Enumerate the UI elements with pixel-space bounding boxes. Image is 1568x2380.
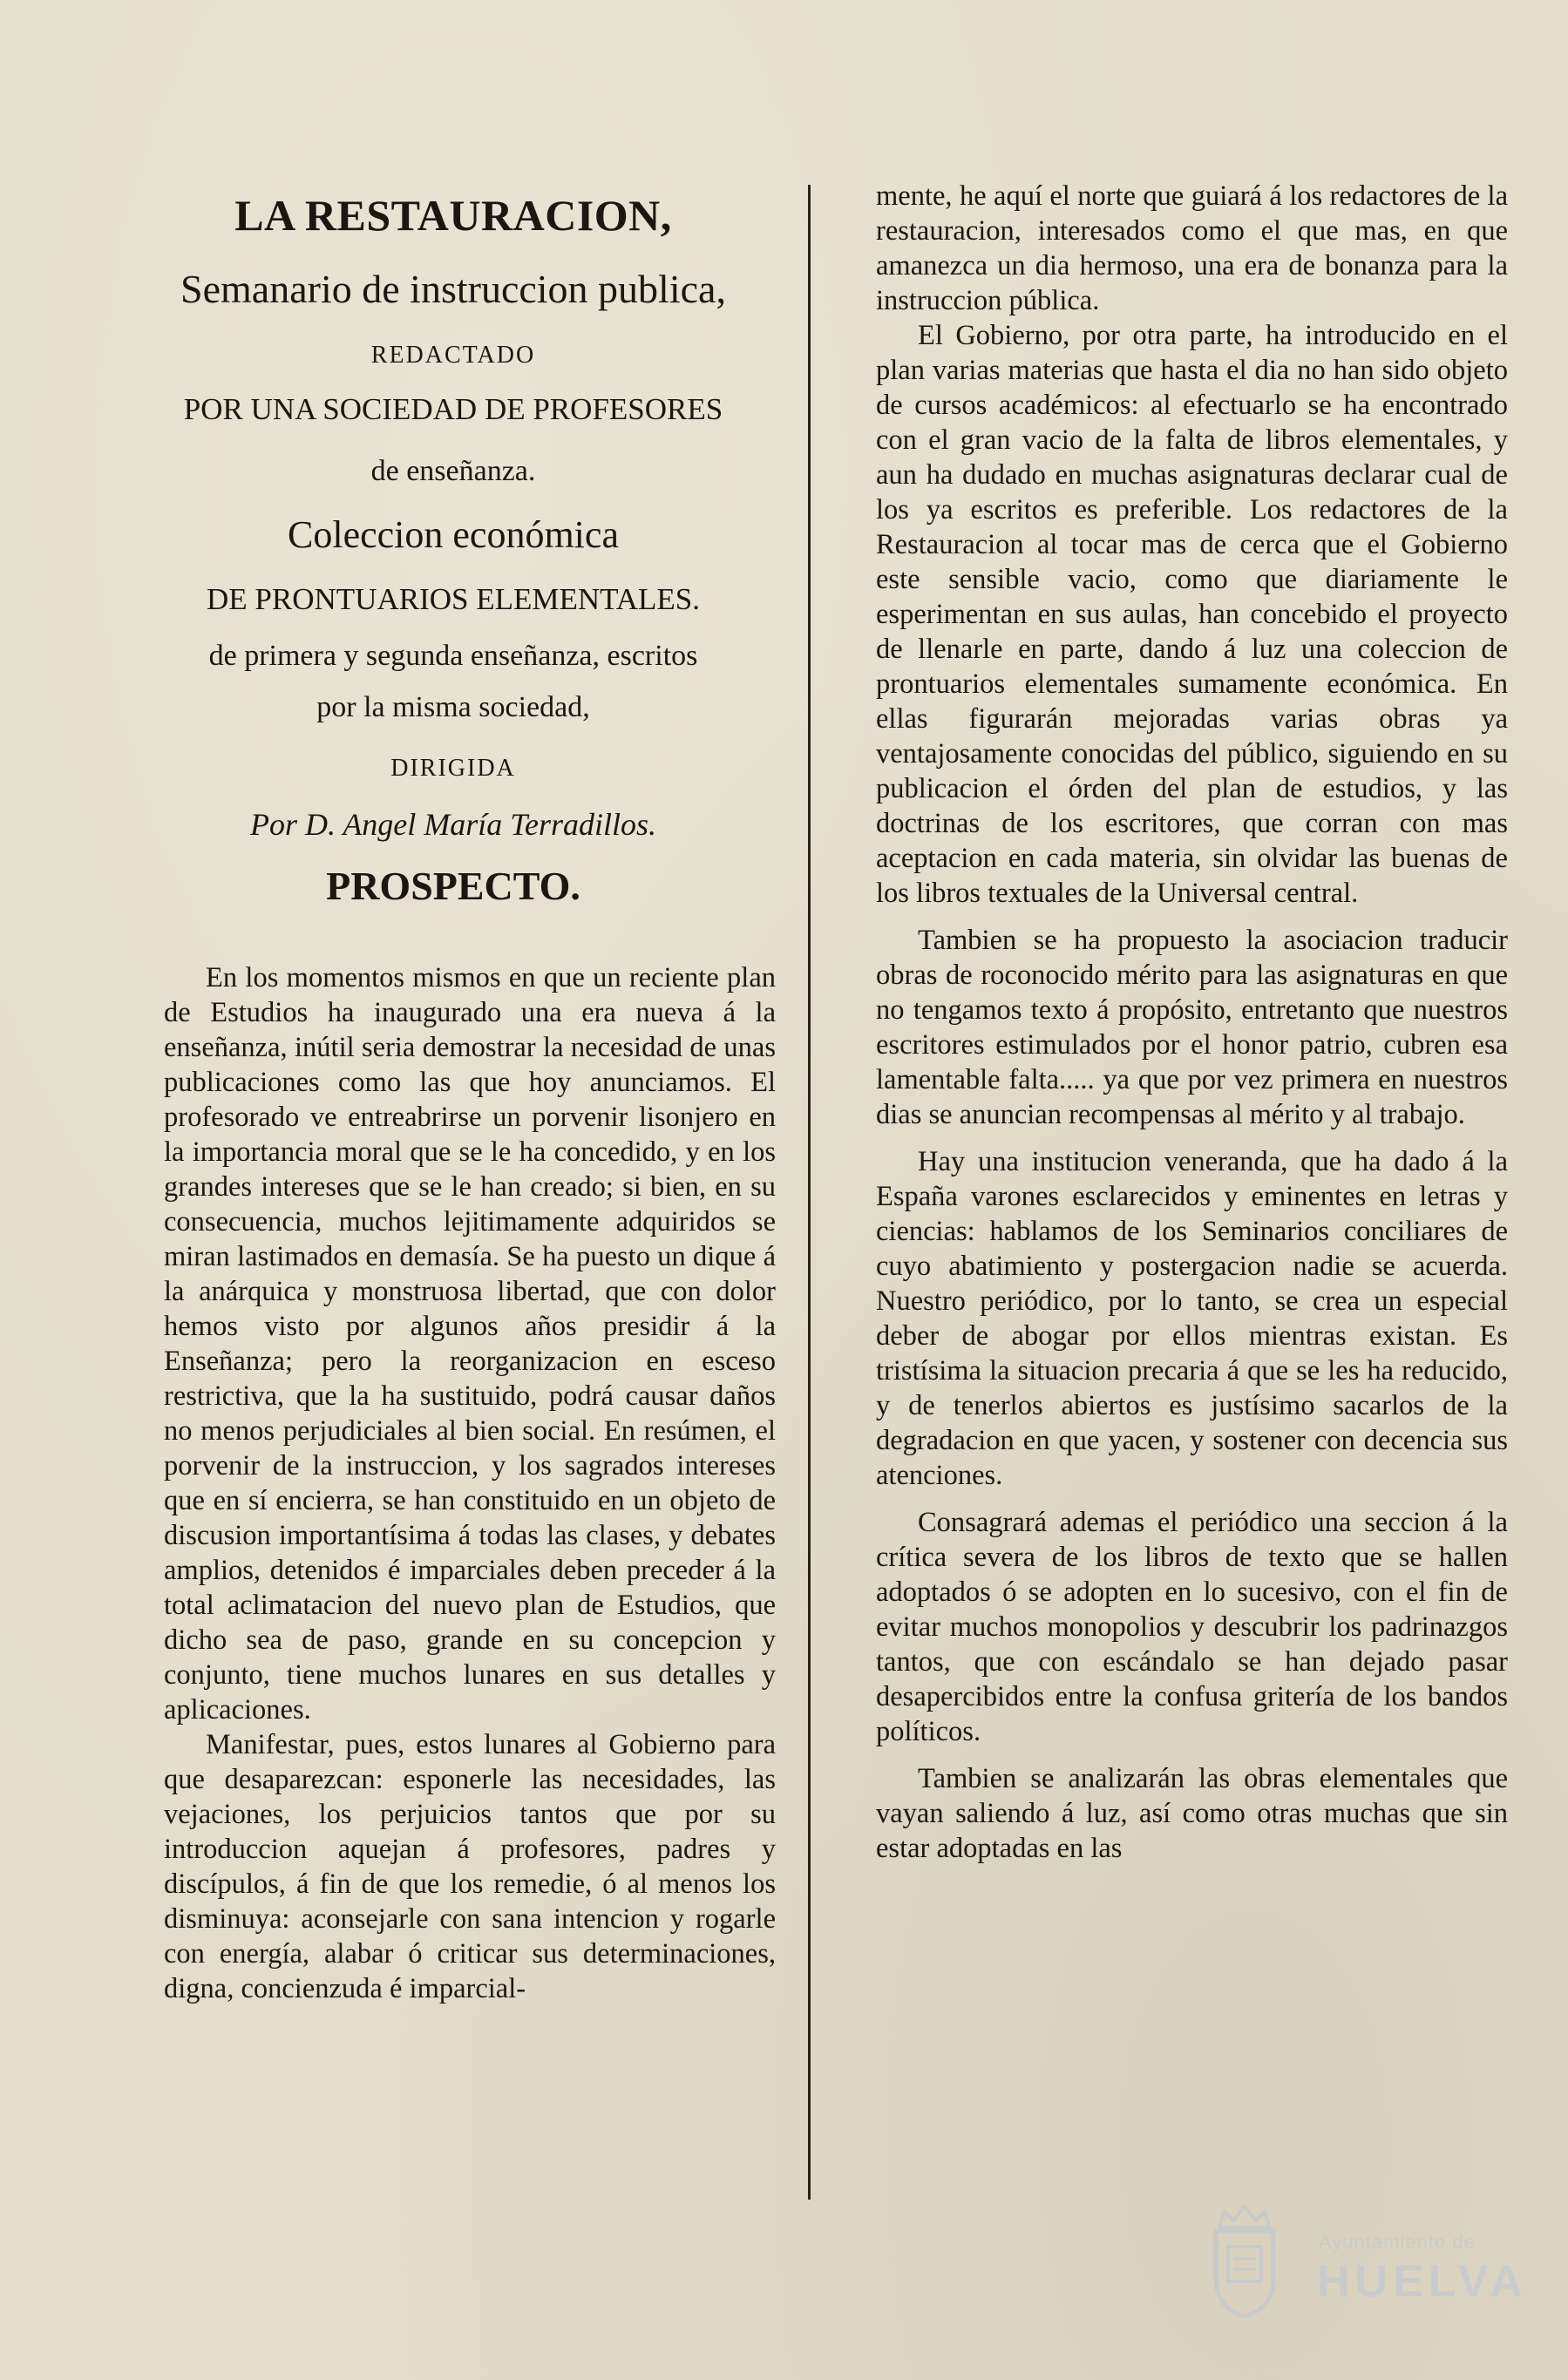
paragraph: Manifestar, pues, estos lunares al Gobierno para que desaparezcan: esponerle las necesidades, las vejaciones, los perjuicios tantos que por su introduccion aquejan á profesores, padres y discípulos, á fin de que los remedie, ó al menos los disminuya: aconsejarle con sana intencion y rogarle con energía, alabar ó criticar sus determinaciones, digna, concienzuda é imparcial- xyxy=(164,1729,776,2004)
column-divider xyxy=(808,185,811,2200)
paragraph: En los momentos mismos en que un reciente plan de Estudios ha inaugurado una era nueva á la enseñanza, inútil seria demostrar la necesidad de unas publicaciones como las que hoy anunciamos. El profesorado ve entreabrirse un porvenir lisonjero en la importancia moral que se le ha concedido, y en los grandes intereses que se le han creado; si bien, en su consecuencia, muchos lejitimamente adquiridos se miran lastimados en demasía. Se ha puesto un dique á la anárquica y monstruosa libertad, que con dolor hemos visto por algunos años presidir á la Enseñanza; pero la reorganizacion en esceso restrictiva, que la ha sustituido, podrá causar daños no menos perjudiciales al bien social. En resúmen, el porvenir de la instruccion, y los sagrados intereses que en sí encierra, se han constituido en un objeto de discusion importantísima á todas las clases, y debates amplios, detenidos é imparciales deben preceder á la total aclimatacion del nuevo plan de Estudios, que dicho sea de paso, grande en su concepcion y conjunto, tiene muchos lunares en sus detalles y aplicaciones. xyxy=(164,962,776,1726)
left-body-text xyxy=(164,960,776,2006)
prospectus-heading: PROSPECTO. xyxy=(326,864,580,908)
dirigida-label: DIRIGIDA xyxy=(390,755,516,782)
watermark-line2: HUELVA xyxy=(1317,2256,1529,2307)
archive-watermark xyxy=(1207,2205,1529,2336)
coat-of-arms-icon xyxy=(1207,2205,1282,2318)
paragraph: Consagrará ademas el periódico una seccion á la crítica severa de los libros de texto que se hallen adoptados ó se adopten en lo sucesivo, con el fin de evitar muchos monopolios y descubrir los padrinazgos tantos, que con escándalo se han dejado pasar desapercibidos entre la confusa gritería de los bandos políticos. xyxy=(876,1507,1508,1747)
teaching-line: de enseñanza. xyxy=(370,455,536,487)
paragraph: mente, he aquí el norte que guiará á los redactores de la restauracion, interesados como el que mas, en que amanezca un dia hermoso, una era de bonanza para la instruccion pública. xyxy=(876,180,1508,316)
director-line: Por D. Angel María Terradillos. xyxy=(249,807,657,842)
watermark-line1: Ayuntamiento de xyxy=(1319,2231,1476,2253)
paragraph: El Gobierno, por otra parte, ha introducido en el plan varias materias que hasta el dia no han sido objeto de cursos académicos: al efectuarlo se ha encontrado con el gran vacio de la falta de libros elementales, y aun ha dudado en muchas asignaturas declarar cual de los ya escritos es preferible. Los redactores de la Restauracion al tocar mas de cerca que el Gobierno este sensible vacio, como que diariamente le esperimentan en sus aulas, han concebido el proyecto de llenarle en parte, dando á luz una coleccion de prontuarios elementales sumamente económica. En ellas figurarán mejoradas varias obras ya ventajosamente conocidas del público, siguiendo en su publicacion el órden del plan de estudios, y las doctrinas de los escritores, que corran con mas aceptacion en cada materia, sin olvidar las buenas de los libros textuales de la Universal central. xyxy=(876,320,1508,909)
masthead-subtitle: Semanario de instruccion publica, xyxy=(180,267,726,311)
collection-heading: Coleccion económica xyxy=(288,513,619,556)
education-levels-line: de primera y segunda enseñanza, escritos xyxy=(208,640,698,672)
redactado-label: REDACTADO xyxy=(370,342,536,369)
masthead-title: LA RESTAURACION, xyxy=(234,191,672,240)
society-line: POR UNA SOCIEDAD DE PROFESORES xyxy=(183,392,723,426)
right-body-text xyxy=(876,179,1508,1866)
paragraph: Hay una institucion veneranda, que ha dado á la España varones esclarecidos y eminentes en letras y ciencias: hablamos de los Seminarios conciliares de cuyo abatimiento y postergacion nadie se acuerda. Nuestro periódico, por lo tanto, se crea un especial deber de abogar por ellos mientras existan. Es tristísima la situacion precaria á que se les ha reducido, y de tenerlos abiertos es justísimo sacarlos de la degradacion en que yacen, y sostener con decencia sus atenciones. xyxy=(876,1146,1508,1491)
paragraph: Tambien se analizarán las obras elementales que vayan saliendo á luz, así como otras muchas que sin estar adoptadas en las xyxy=(876,1763,1508,1864)
prontuarios-line: DE PRONTUARIOS ELEMENTALES. xyxy=(207,582,700,616)
paragraph: Tambien se ha propuesto la asociacion traducir obras de roconocido mérito para las asignaturas en que no tengamos texto á propósito, entretanto que nuestros escritores estimulados por el honor patrio, cubren esa lamentable falta..... ya que por vez primera en nuestros dias se anuncian recompensas al mérito y al trabajo. xyxy=(876,925,1508,1130)
same-society-line: por la misma sociedad, xyxy=(316,691,590,723)
